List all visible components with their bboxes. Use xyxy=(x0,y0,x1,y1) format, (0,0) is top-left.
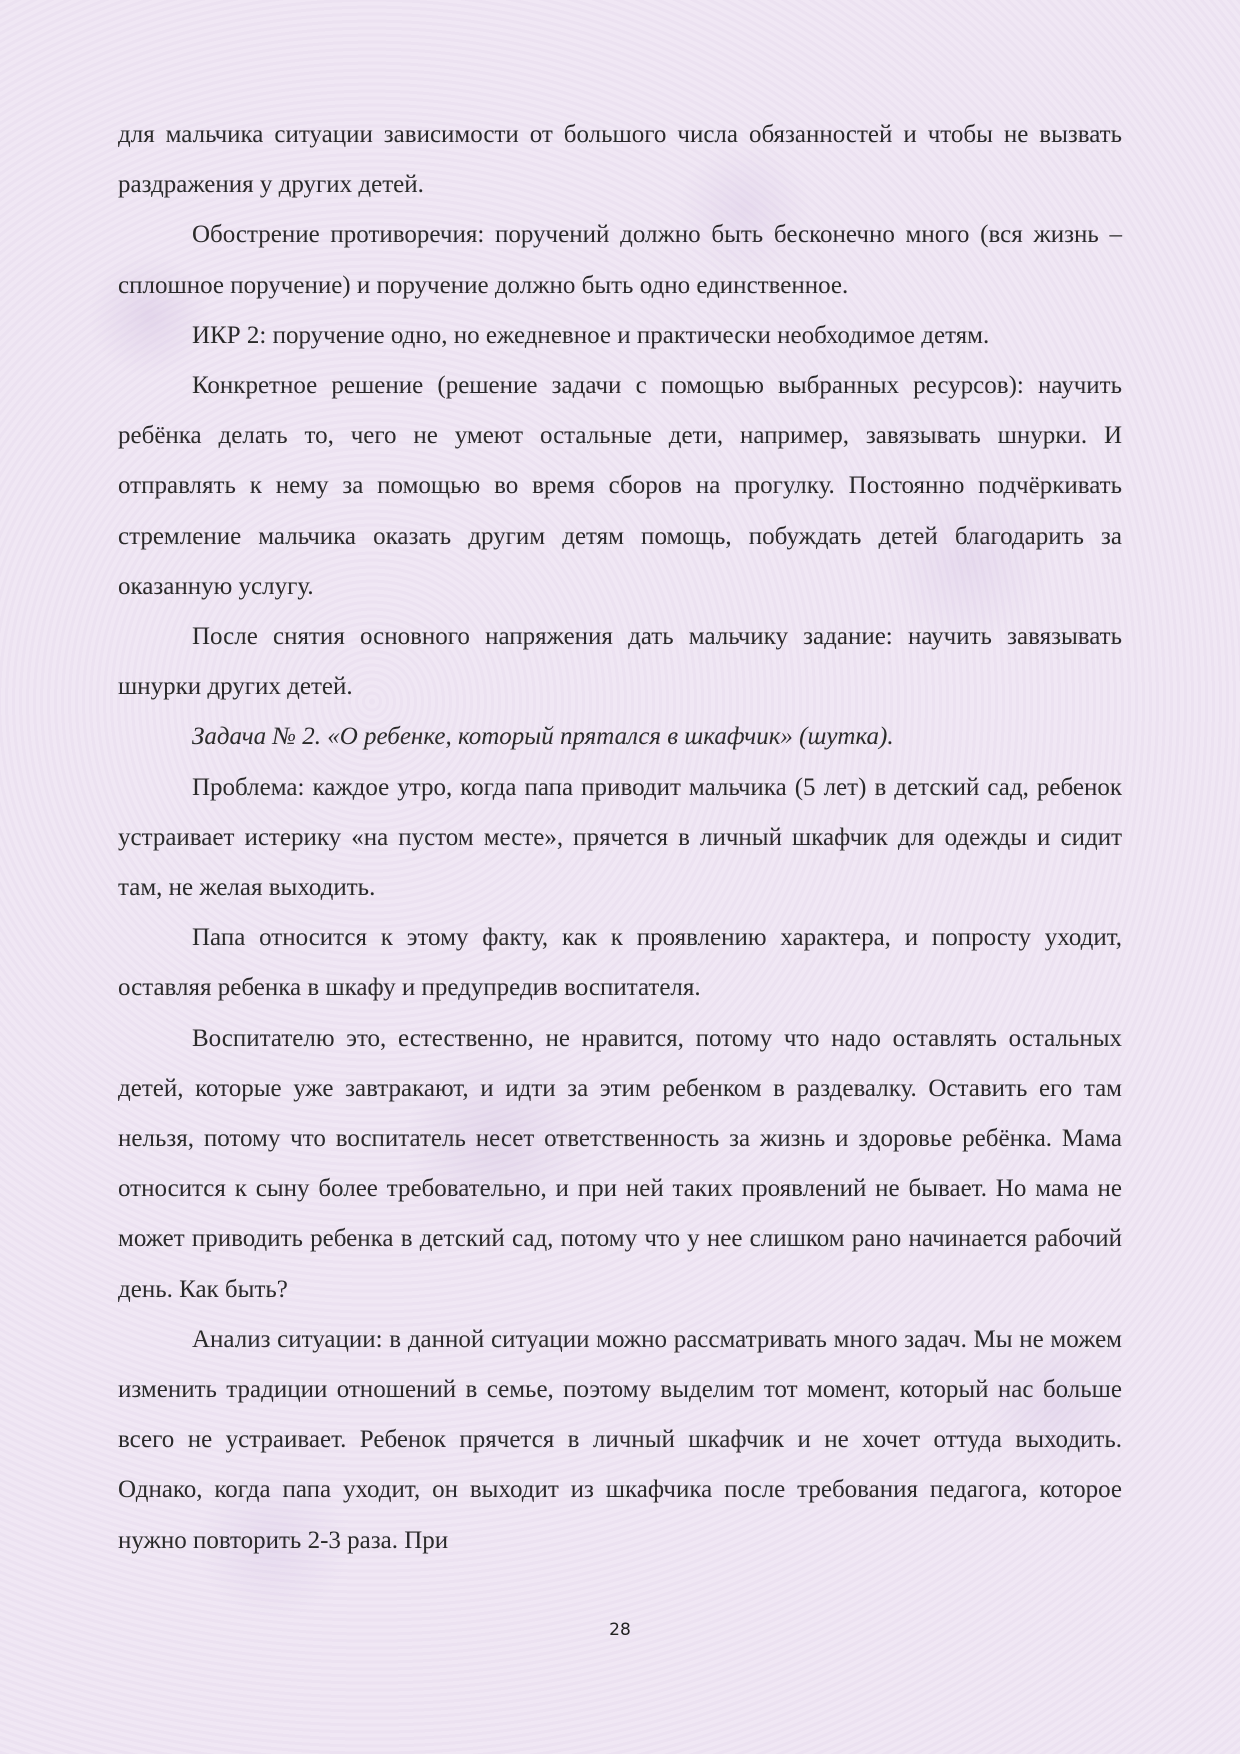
page-number: 28 xyxy=(609,1620,631,1640)
paragraph-continuation: для мальчика ситуации зависимости от большого числа обязанностей и чтобы не вызвать раздражения у других детей. xyxy=(118,121,1122,199)
paragraph-problem: Проблема: каждое утро, когда папа приводит мальчика (5 лет) в детский сад, ребенок устраивает истерику «на пустом месте», прячется в личный шкафчик для одежды и сидит там, не желая выходить. xyxy=(118,773,1122,902)
paragraph-teacher: Воспитателю это, естественно, не нравится, потому что надо оставлять остальных детей, которые уже завтракают, и идти за этим ребенком в раздевалку. Оставить его там нельзя, потому что воспитатель несет ответственность за жизнь и здоровье ребёнка. Мама относится к сыну более требовательно, и при ней таких проявлений не бывает. Но мама не может приводить ребенка в детский сад, потому что у нее слишком рано начинается рабочий день. Как быть? xyxy=(118,1024,1122,1303)
paragraph-ikr: ИКР 2: поручение одно, но ежедневное и практически необходимое детям. xyxy=(192,321,990,349)
page-body xyxy=(118,110,1122,1566)
paragraph-father: Папа относится к этому факту, как к проявлению характера, и попросту уходит, оставляя ребенка в шкафу и предупредив воспитателя. xyxy=(118,924,1122,1002)
paragraph-solution: Конкретное решение (решение задачи с помощью выбранных ресурсов): научить ребёнка делать то, чего не умеют остальные дети, например, завязывать шнурки. И отправлять к нему за помощью во время сборов на прогулку. Постоянно подчёркивать стремление мальчика оказать другим детям помощь, побуждать детей благодарить за оказанную услугу. xyxy=(118,372,1122,600)
paragraph-contradiction: Обострение противоречия: поручений должно быть бесконечно много (вся жизнь – сплошное поручение) и поручение должно быть одно единственное. xyxy=(118,221,1122,299)
task-heading: Задача № 2. «О ребенке, который прятался в шкафчик» (шутка). xyxy=(192,723,894,751)
paragraph-analysis: Анализ ситуации: в данной ситуации можно рассматривать много задач. Мы не можем изменить традиции отношений в семье, поэтому выделим тот момент, который нас больше всего не устраивает. Ребенок прячется в личный шкафчик и не хочет оттуда выходить. Однако, когда папа уходит, он выходит из шкафчика после требования педагога, которое нужно повторить 2-3 раза. При xyxy=(118,1325,1122,1554)
paragraph-after-tension: После снятия основного напряжения дать мальчику задание: научить завязывать шнурки других детей. xyxy=(118,623,1122,701)
